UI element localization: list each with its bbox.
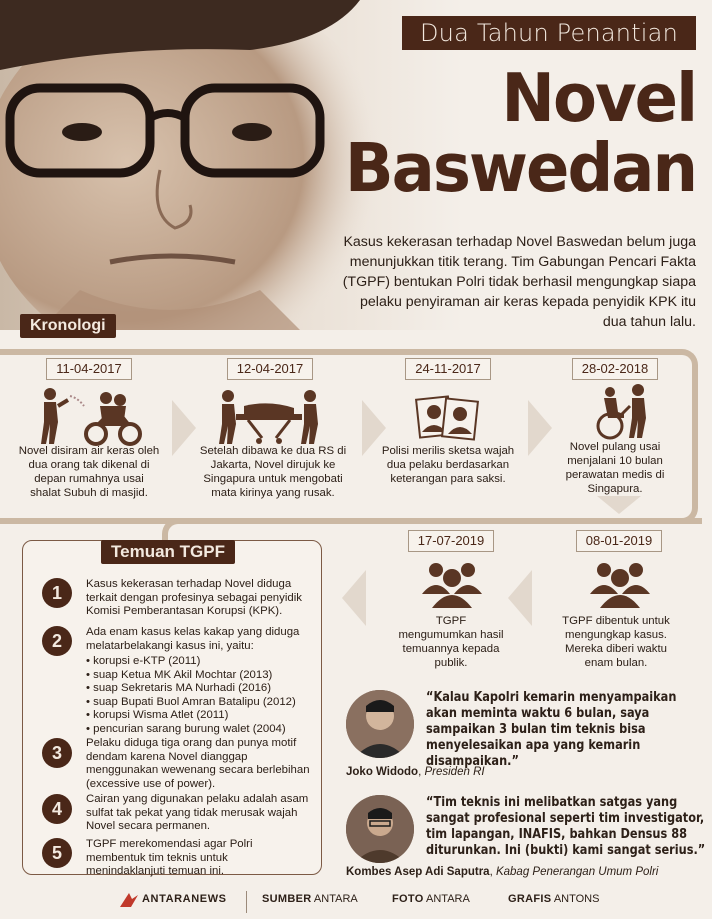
finding-number-1: 1	[42, 578, 72, 608]
footer-graphic-label: GRAFIS	[508, 893, 552, 905]
step-4-text: Novel pulang usai menjalani 10 bulan perawatan medis di Singapura.	[565, 441, 665, 495]
footer-source-value: ANTARA	[313, 893, 358, 905]
step-3-date: 24-11-2017	[405, 358, 491, 380]
case-list	[86, 655, 312, 736]
case-item: • korupsi e-KTP (2011)	[86, 655, 312, 669]
quote-2-name: Kombes Asep Adi Saputra	[346, 866, 490, 878]
finding-2-intro: Ada enam kasus kelas kakap yang diduga melatarbelakangi kasus ini, yaitu:	[86, 626, 300, 652]
step-6-date: 17-07-2019	[408, 530, 494, 552]
finding-2-text	[86, 626, 312, 736]
footer-divider	[246, 891, 247, 913]
step-2-date: 12-04-2017	[227, 358, 313, 380]
kicker-label: Dua Tahun Penantian	[402, 16, 696, 50]
footer-photo	[392, 893, 470, 905]
lead-paragraph: Kasus kekerasan terhadap Novel Baswedan belum juga menunjukkan titik terang. Tim Gabungan Pencari Fakta (TGPF) bentukan Polri tidak berhasil mengungkap siapa pelaku penyiraman air keras kepada penyidik KPK itu dua tahun lalu.	[342, 234, 696, 330]
case-item: • korupsi Wisma Atlet (2011)	[86, 709, 312, 723]
step-2-text: Setelah dibawa ke dua RS di Jakarta, Novel dirujuk ke Singapura untuk mengobati mata kirinya yang rusak.	[199, 445, 347, 499]
finding-5-text: TGPF merekomendasi agar Polri membentuk tim teknis untuk menindaklanjuti temuan ini.	[86, 838, 253, 877]
case-item: • pencurian sarang burung walet (2004)	[86, 723, 312, 737]
kronologi-label: Kronologi	[20, 314, 116, 338]
finding-4-text: Cairan yang digunakan pelaku adalah asam sulfat tak pekat yang tidak merusak wajah Novel secara permanen.	[86, 793, 309, 832]
footer-graphic-value: ANTONS	[553, 893, 600, 905]
step-3-text: Polisi merilis sketsa wajah dua pelaku berdasarkan keterangan para saksi.	[381, 445, 515, 485]
step-4-date: 28-02-2018	[572, 358, 658, 380]
quote-1-role: Presiden RI	[424, 766, 485, 778]
step-1-date: 11-04-2017	[46, 358, 132, 380]
avatar	[346, 795, 414, 863]
temuan-label: Temuan TGPF	[101, 540, 235, 564]
chevron-down-icon	[597, 496, 641, 514]
quote-1-text: “Kalau Kapolri kemarin menyampaikan akan meminta waktu 6 bulan, saya sampaikan 3 bulan tim teknis bisa menyelesaikan apa yang kemarin disampaikan.”	[426, 690, 677, 769]
quote-1-name: Joko Widodo	[346, 766, 419, 778]
finding-number-5: 5	[42, 838, 72, 868]
footer-photo-label: FOTO	[392, 893, 424, 905]
footer-photo-value: ANTARA	[426, 893, 470, 905]
footer	[0, 885, 712, 919]
avatar	[346, 690, 414, 758]
quote-1-author: Joko Widodo, Presiden RI	[346, 766, 485, 778]
quote-2-author: Kombes Asep Adi Saputra, Kabag Penerangan Umum Polri	[346, 866, 659, 878]
team-icon	[588, 560, 652, 610]
sketch-portraits-icon	[412, 392, 482, 442]
quote-2-text: “Tim teknis ini melibatkan satgas yang sangat profesional seperti tim investigator, tim lapangan, INAFIS, bahkan Densus 88 diturunkan. Ini (bukti) kami sangat serius.”	[426, 795, 706, 858]
antara-logo-icon	[118, 891, 140, 909]
footer-source	[262, 893, 358, 905]
wheelchair-icon	[588, 384, 658, 440]
title-line-2: Baswedan	[344, 130, 696, 208]
step-5-text: TGPF dibentuk untuk mengungkap kasus. Mereka diberi waktu enam bulan.	[562, 615, 670, 669]
finding-number-2: 2	[42, 626, 72, 656]
title-line-1: Novel	[501, 60, 696, 138]
case-item: • suap Ketua MK Akil Mochtar (2013)	[86, 669, 312, 683]
attack-motorbike-icon	[34, 386, 144, 446]
finding-number-3: 3	[42, 738, 72, 768]
footer-graphic	[508, 893, 599, 905]
case-item: • suap Sekretaris MA Nurhadi (2016)	[86, 682, 312, 696]
case-item: • suap Bupati Buol Amran Batalipu (2012)	[86, 696, 312, 710]
step-5-date: 08-01-2019	[576, 530, 662, 552]
step-6-text: TGPF mengumumkan hasil temuannya kepada publik.	[398, 615, 504, 669]
chevron-left-icon	[508, 570, 532, 626]
finding-number-4: 4	[42, 794, 72, 824]
stretcher-icon	[214, 386, 324, 446]
chevron-right-icon	[528, 400, 552, 456]
hero-portrait	[0, 0, 712, 330]
team-icon	[420, 560, 484, 610]
step-1-text: Novel disiram air keras oleh dua orang tak dikenal di depan rumahnya usai shalat Subuh di masjid.	[18, 445, 160, 499]
finding-3-text: Pelaku diduga tiga orang dan punya motif dendam karena Novel dianggap menggunakan wewenang secara berlebihan (excessive use of power).	[86, 737, 310, 790]
finding-1-text: Kasus kekerasan terhadap Novel diduga terkait dengan profesinya sebagai penyidik Komisi Pemberantasan Korupsi (KPK).	[86, 578, 302, 617]
chevron-left-icon	[342, 570, 366, 626]
footer-brand: ANTARANEWS	[142, 893, 227, 905]
quote-2-role: Kabag Penerangan Umum Polri	[495, 866, 659, 878]
footer-source-label: SUMBER	[262, 893, 312, 905]
